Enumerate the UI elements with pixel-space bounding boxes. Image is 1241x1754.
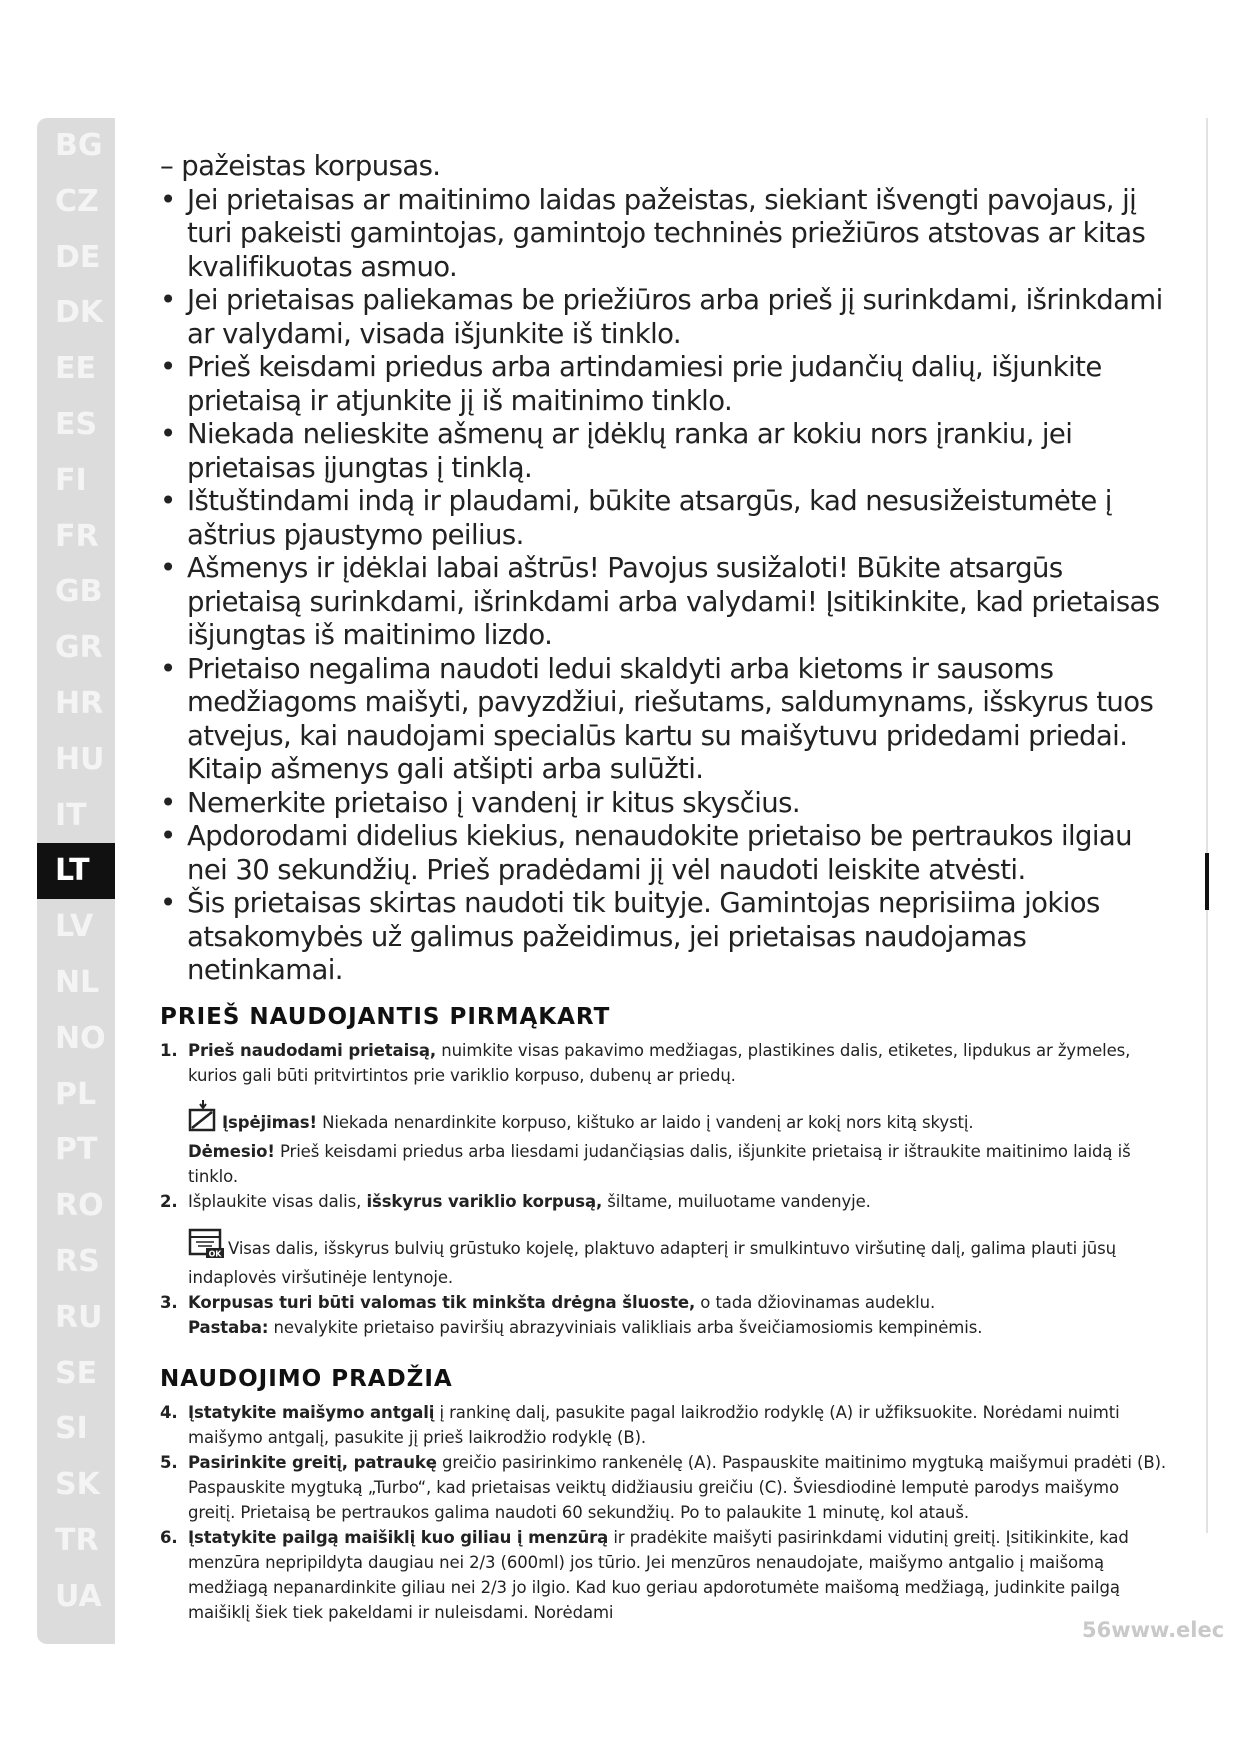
step-6 (160, 1525, 1170, 1625)
attention-note (160, 1139, 1170, 1189)
step-number: 3. (160, 1292, 178, 1312)
step-number: 4. (160, 1402, 178, 1422)
step-bold: Įstatykite pailgą maišiklį kuo giliau į menzūrą (188, 1527, 609, 1547)
step-number: 2. (160, 1191, 178, 1211)
language-tab-sk[interactable]: SK (55, 1467, 100, 1503)
step-text: greičio pasirinkimo rankenėlę (A). Paspauskite maitinimo mygtuką maišymui pradėti (B). Paspauskite mygtuką „Turbo“, kad prietaisas veiktų didžiausiu greičiu (C). Šviesdiodinė lemputė parodys maišymo greitį. Prietaisą be pertraukos galima naudoti 60 sekundžių. Po to palaukite 1 minutę, kol atauš. (188, 1452, 1167, 1522)
right-margin-marker (1205, 853, 1209, 910)
step-4 (160, 1400, 1170, 1450)
safety-first-line: – pažeistas korpusas. (160, 150, 441, 182)
step-text: Išplaukite visas dalis, (188, 1191, 367, 1211)
dishwasher-ok-label: OK (208, 1249, 222, 1258)
page-content (160, 150, 1170, 1625)
step-number: 5. (160, 1452, 178, 1472)
warning-note (160, 1100, 1170, 1139)
safety-bullet: • Prieš keisdami priedus arba artindamiesi prie judančių dalių, išjunkite prietaisą ir atjunkite jį iš maitinimo tinklo. (160, 351, 1170, 418)
language-tab-dk[interactable]: DK (55, 295, 104, 331)
language-tab-fr[interactable]: FR (55, 518, 99, 554)
language-tab-lt[interactable]: LT (37, 843, 115, 899)
language-tab-no[interactable]: NO (55, 1020, 106, 1056)
step-5 (160, 1450, 1170, 1525)
step-1 (160, 1038, 1170, 1088)
warning-text: Niekada nenardinkite korpuso, kištuko ar laido į vandenį ar kokį nors kitą skystį. (316, 1112, 974, 1132)
language-tab-pt[interactable]: PT (55, 1132, 98, 1168)
no-water-icon (188, 1100, 218, 1139)
section-title-first-use: PRIEŠ NAUDOJANTIS PIRMĄKART (160, 1003, 611, 1030)
attention-text: Prieš keisdami priedus arba liesdami judančiąsias dalis, išjunkite prietaisą ir ištraukite maitinimo laidą iš tinklo. (188, 1141, 1131, 1186)
language-tab-ru[interactable]: RU (55, 1299, 103, 1335)
language-tab-rs[interactable]: RS (55, 1244, 100, 1279)
safety-bullet: • Prietaiso negalima naudoti ledui skaldyti arba kietoms ir sausoms medžiagoms maišyti, pavyzdžiui, riešutams, saldumynams, išskyrus tuos atvejus, kai naudojami specialūs kartu su maišytuvu pridedami priedai. Kitaip ašmenys gali atšipti arba sulūžti. (160, 653, 1170, 787)
language-tab-bg[interactable]: BG (55, 128, 103, 163)
dishwasher-text: Visas dalis, išskyrus bulvių grūstuko kojelę, plaktuvo adapterį ir smulkintuvo viršutinę dalį, galima plauti jūsų indaplovės viršutinėje lentynoje. (188, 1238, 1116, 1287)
warning-bold: Įspėjimas! (222, 1112, 317, 1132)
language-tab-tr[interactable]: TR (55, 1523, 99, 1558)
language-tab-nl[interactable]: NL (55, 965, 100, 1000)
language-tab-hr[interactable]: HR (55, 686, 104, 721)
step-text: o tada džiovinamas audeklu. (695, 1292, 936, 1312)
step-bold: Įstatykite maišymo antgalį (188, 1402, 435, 1422)
language-tab-it[interactable]: IT (55, 797, 87, 833)
language-tab-ro[interactable]: RO (55, 1188, 104, 1224)
dishwasher-note (160, 1228, 1170, 1290)
cleaning-note (160, 1315, 1170, 1340)
safety-list (160, 150, 1170, 988)
step-3 (160, 1290, 1170, 1315)
safety-bullet: • Ašmenys ir įdėklai labai aštrūs! Pavojus susižaloti! Būkite atsargūs prietaisą surinkdami, išrinkdami arba valydami! Įsitikinkite, kad prietaisas išjungtas iš maitinimo lizdo. (160, 552, 1170, 653)
step-text: nuimkite visas pakavimo medžiagas, plastikines dalis, etiketes, lipdukus ar žymeles, kurios gali būti pritvirtintos prie variklio korpuso, dubenų ar priedų. (188, 1040, 1131, 1085)
language-tab-hu[interactable]: HU (55, 741, 105, 777)
dishwasher-icon (188, 1228, 224, 1265)
language-tab-se[interactable]: SE (55, 1355, 98, 1391)
step-bold: Pasirinkite greitį, patraukę (188, 1452, 437, 1472)
safety-bullet: • Jei prietaisas paliekamas be priežiūros arba prieš jį surinkdami, išrinkdami ar valydami, visada išjunkite iš tinklo. (160, 284, 1170, 351)
safety-bullet: • Nemerkite prietaiso į vandenį ir kitus skysčius. (160, 787, 1170, 821)
language-tab-gr[interactable]: GR (55, 630, 103, 666)
language-tab-cz[interactable]: CZ (55, 183, 99, 219)
step-2 (160, 1189, 1170, 1214)
step-text: ir pradėkite maišyti pasirinkdami vidutinį greitį. Įsitikinkite, kad menzūra nepripildyta daugiau nei 2/3 (600ml) jos tūrio. Jei menzūros nenaudojate, maišymo antgalio į maišomą medžiagą nepanardinkite giliau nei 2/3 jo ilgio. Kad kuo geriau apdorotumėte maišomą medžiagą, judinkite pailgą maišiklį šiek tiek pakeldami ir nuleisdami. Norėdami (188, 1527, 1129, 1622)
section-title-getting-started: NAUDOJIMO PRADŽIA (160, 1365, 453, 1392)
language-tab-ee[interactable]: EE (55, 351, 96, 387)
language-tab-gb[interactable]: GB (55, 574, 103, 610)
language-tab-lv[interactable]: LV (55, 909, 94, 945)
safety-bullet: • Apdorodami didelius kiekius, nenaudokite prietaiso be pertraukos ilgiau nei 30 sekundžių. Prieš pradėdami jį vėl naudoti leiskite atvėsti. (160, 820, 1170, 887)
language-tab-fi[interactable]: FI (55, 462, 87, 498)
note-bold: Pastaba: (188, 1317, 269, 1337)
step-bold: Prieš naudodami prietaisą, (188, 1040, 437, 1060)
safety-bullet: • Ištuštindami indą ir plaudami, būkite atsargūs, kad nesusižeistumėte į aštrius pjaustymo peilius. (160, 485, 1170, 552)
language-tab-de[interactable]: DE (55, 239, 101, 275)
attention-bold: Dėmesio! (188, 1141, 275, 1161)
getting-started-steps (160, 1400, 1170, 1625)
right-margin-rule (1206, 118, 1208, 1533)
safety-bullet: • Niekada nelieskite ašmenų ar įdėklų ranka ar kokiu nors įrankiu, jei prietaisas įjungtas į tinklą. (160, 418, 1170, 485)
first-use-steps (160, 1038, 1170, 1340)
step-number: 6. (160, 1527, 178, 1547)
language-sidebar (37, 118, 115, 1644)
safety-bullet: • Jei prietaisas ar maitinimo laidas pažeistas, siekiant išvengti pavojaus, jį turi pakeisti gamintojas, gamintojo techninės priežiūros atstovas ar kitas kvalifikuotas asmuo. (160, 184, 1170, 285)
language-tab-ua[interactable]: UA (55, 1578, 102, 1614)
note-text: nevalykite prietaiso paviršių abrazyviniais valikliais arba šveičiamosiomis kempinėmis. (268, 1317, 983, 1337)
language-tab-es[interactable]: ES (55, 407, 98, 442)
step-bold: išskyrus variklio korpusą, (366, 1191, 603, 1211)
step-number: 1. (160, 1040, 178, 1060)
step-text: šiltame, muiluotame vandenyje. (602, 1191, 871, 1211)
language-tab-pl[interactable]: PL (55, 1076, 97, 1112)
step-text: į rankinę dalį, pasukite pagal laikrodžio rodyklę (A) ir užfiksuokite. Norėdami nuimti maišymo antgalį, pasukite jį prieš laikrodžio rodyklę (B). (188, 1402, 1120, 1447)
page-footer: 56www.elec (1082, 1618, 1225, 1642)
safety-bullet: • Šis prietaisas skirtas naudoti tik buityje. Gamintojas neprisiima jokios atsakomybės už galimus pažeidimus, jei prietaisas naudojamas netinkamai. (160, 887, 1170, 988)
step-bold: Korpusas turi būti valomas tik minkšta drėgna šluoste, (188, 1292, 696, 1312)
language-tab-si[interactable]: SI (55, 1411, 88, 1447)
